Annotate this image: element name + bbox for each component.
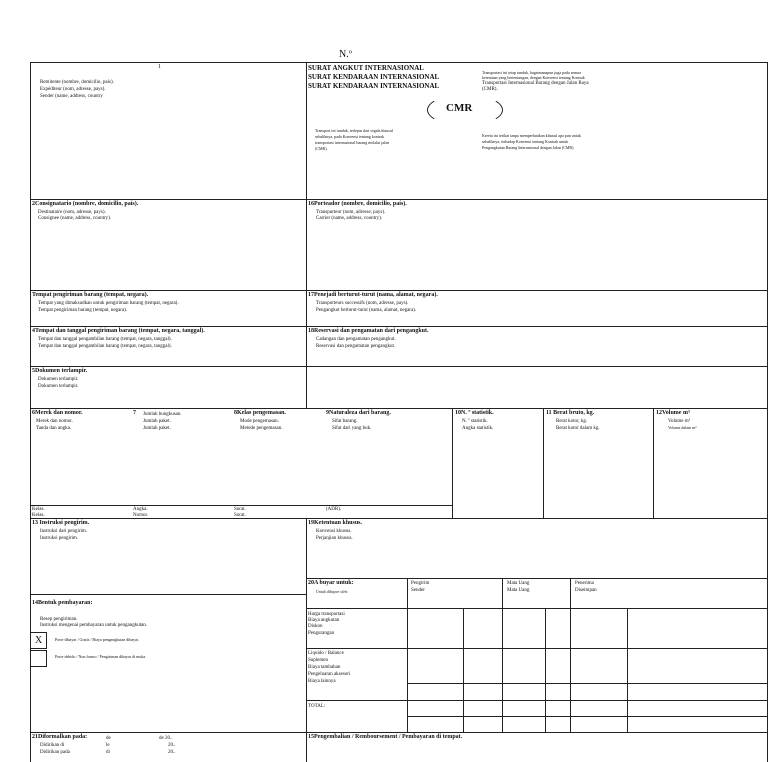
b20-row1-1: Harga transportasi — [308, 612, 345, 617]
box4-line-1: Tempat dan tanggal pengambilan barang (tempat, negara, tanggal). — [38, 337, 172, 342]
box17-title: 17Penejadi berturut-turut (nama, alamat, negara). — [308, 292, 438, 298]
col9-line-2: Sifat dari yang buk. — [332, 426, 372, 431]
box5-line-1: Dokumen terlampir. — [38, 377, 79, 382]
border-top — [30, 62, 768, 63]
b20-col-c — [502, 578, 503, 732]
b20-recipient-1: Penerima — [575, 581, 594, 586]
box18-line-2: Reservasi dan pengamatan pengangkut. — [316, 344, 396, 349]
box5-line-2: Dokumen terlampir. — [38, 384, 79, 389]
hline-box3 — [30, 290, 768, 291]
b20-sender-1: Pengirim — [411, 581, 430, 586]
title-line-1: SURAT ANGKUT INTERNASIONAL — [308, 64, 424, 72]
b20-row2-5: Biaya lainnya — [308, 679, 336, 684]
box21-title: 21Diformalkan pada: — [32, 734, 88, 740]
box21-row1-c: de 20.. — [159, 736, 173, 741]
payment-option-due-label: Porte debido / Non franco / Pengiriman dibayar di muka. — [55, 654, 147, 659]
b20-total: TOTAL: — [308, 704, 326, 709]
col10-line-2: Angka statistik. — [462, 426, 494, 431]
note-left-3: transportasi internasional barang melalui jalan — [315, 140, 389, 145]
col11-line-2: Berat kotor dalam kg. — [556, 426, 600, 431]
box16-title: 16Porteador (nombre, domicilio, país). — [308, 201, 407, 207]
b20-row2-2: Suplemen — [308, 658, 328, 663]
footer-kelas-2: Kelas. — [32, 513, 45, 518]
b20-row2-4: Pengeluaran aksesori — [308, 672, 351, 677]
b20-col-b — [463, 608, 464, 732]
col8-line-1: Mode pengemasan. — [240, 419, 279, 424]
col9-title: 9Naturaleza dari barang. — [326, 410, 391, 416]
col10-line-1: N. º statistik. — [462, 419, 488, 424]
box3-line-1: Tempat yang dimaksudkan untuk pengiriman barang (tempat, negara). — [38, 301, 179, 306]
col11-line-1: Berat kotor, kg. — [556, 419, 588, 424]
payment-option-paid-checkbox[interactable] — [30, 632, 47, 649]
box1-line-1: Remitente (nombre, domicilio, país). — [40, 80, 114, 85]
box21-row3-b: di — [106, 750, 110, 755]
title-line-3: SURAT KENDARAAN INTERNASIONAL — [308, 82, 440, 90]
box21-row3-a: Didirikan pada — [40, 750, 70, 755]
col11-title: 11 Berat bruto, kg. — [546, 410, 595, 416]
box17-line-1: Transporteurs successifs (nom, adresse, pays). — [316, 301, 409, 306]
col7-title: 7 — [133, 410, 136, 416]
b20-currency-2: Mata Uang — [507, 588, 530, 593]
note-right-4: (CMR). — [482, 87, 498, 92]
b20-sender-2: Sender — [411, 588, 425, 593]
note-left2-2: sebaliknya, terhadap Konvensi tentang Kontrak untuk — [482, 139, 569, 144]
b20-col-e — [570, 578, 571, 732]
payment-option-due-checkbox[interactable] — [30, 650, 47, 667]
box1-line-3: Sender (name, address, country — [40, 94, 103, 99]
note-left2-1: Kereta ini terikat tanpa memperhatikan klausul apa pun untuk — [482, 133, 581, 138]
hline-box2 — [30, 199, 768, 200]
col7-line-1: Jumlah paket. — [143, 419, 171, 424]
title-line-2: SURAT KENDARAAN INTERNASIONAL — [308, 73, 440, 81]
box20-sub: Untuk dibayar oleh: — [316, 589, 349, 594]
b20-row-4 — [306, 700, 768, 701]
footer-kelas-1: Kelas. — [32, 507, 45, 512]
footer-surat-2: Surat. — [234, 513, 246, 518]
hline-goods — [30, 408, 768, 409]
col12-title: 12Volume m³ — [656, 410, 690, 416]
col6-title: 6Merek dan nomor. — [32, 410, 83, 416]
b20-row1-4: Pengurangan — [308, 631, 335, 636]
col12-line-2: Volume dalam m³ — [668, 425, 697, 430]
col6-line-1: Merek dan nomor. — [36, 419, 73, 424]
b20-col-a — [407, 578, 408, 732]
note-left2-3: Pengangkutan Barang Internasional dengan Jalan (CMR). — [482, 145, 575, 150]
hline-box4 — [30, 326, 768, 327]
box15-title: 15Pengembalian / Remboursement / Pembayaran di tempat. — [308, 734, 463, 740]
b20-row-2 — [306, 648, 768, 649]
hline-box14 — [30, 594, 306, 595]
b20-recipient-2: Diseimpan — [575, 588, 597, 593]
col7-sub: Jumlah bungkusan. — [143, 412, 182, 417]
b20-col-f — [627, 608, 628, 732]
payment-option-paid-mark: X — [35, 635, 43, 646]
box4-line-2: Tempat dan tanggal pengambilan barang (tempat, negara, tanggal). — [38, 344, 172, 349]
box4-title: 4Tempat dan tanggal pengiriman barang (tempat, negara, tanggal). — [32, 328, 205, 334]
col7-line-2: Jumlah paket. — [143, 426, 171, 431]
footer-angka-2: Nomor. — [133, 513, 149, 518]
b20-col-d — [545, 608, 546, 732]
center-divider-top — [306, 62, 307, 408]
note-left-4: (CMR). — [315, 146, 328, 151]
cmr-logo-text: CMR — [446, 102, 473, 114]
b20-row2-3: Biaya tambahan — [308, 665, 341, 670]
box1-number: 1 — [158, 64, 161, 70]
b20-row-1 — [306, 608, 768, 609]
box21-row2-a: Didirikan di — [40, 743, 65, 748]
box14-line-1: Resep pengiriman. — [40, 617, 78, 622]
b20-row-3 — [407, 683, 768, 684]
box13-title: 13 Instruksi pengirim. — [32, 520, 90, 526]
note-left-2: sebaliknya, pada Konvensi tentang kontrak — [315, 134, 384, 139]
box2-line-1: Destinataire (nom, adresse, pays). — [38, 210, 106, 215]
box21-row2-c: 20.. — [168, 743, 176, 748]
goods-col-12 — [653, 408, 654, 518]
col8-line-2: Metode pengemasan. — [240, 426, 283, 431]
box17-line-2: Pengangkut berturut-turut (nama, alamat, negara). — [316, 308, 417, 313]
b20-currency-1: Mata Uang — [507, 581, 530, 586]
box19-title: 19Ketentuan khusus. — [308, 520, 363, 526]
box2-line-2: Consignee (name, address, country). — [38, 216, 112, 221]
note-right-1: Transportasi ini tetap tunduk, bagaimanapun juga pada semua — [482, 70, 581, 75]
note-right-2: ketentuan yang bertentangan, dengan Konvensi tentang Kontrak — [482, 75, 585, 80]
col6-line-2: Tanda dan angka. — [36, 426, 72, 431]
box19-line-2: Perjanjian khusus. — [316, 536, 353, 541]
box5-title: 5Dokumen terlampir. — [32, 368, 88, 374]
box1-line-2: Expéditeur (nom, adresse, pays). — [40, 87, 106, 92]
footer-angka-1: Angka. — [133, 507, 148, 512]
b20-row2-1: Liquido / Balance — [308, 651, 344, 656]
box13-line-2: Instruksi pengirim. — [40, 536, 79, 541]
b20-row1-3: Diskon — [308, 624, 323, 629]
box21-row2-b: le — [106, 743, 110, 748]
box21-row3-c: 20.. — [168, 750, 176, 755]
box3-line-2: Tempat pengiriman barang (tempat, negara). — [38, 308, 128, 313]
hline-box5 — [30, 366, 768, 367]
hline-box21 — [30, 732, 768, 733]
col8-title: 8Kelas pengemasan. — [234, 410, 287, 416]
col12-line-1: Volume m³ — [668, 419, 691, 424]
footer-adr: (ADR). — [326, 507, 342, 512]
box20-title: 20A buyar untuk: — [308, 580, 354, 586]
col10-title: 10N. º statistik. — [455, 410, 494, 416]
b20-row1-2: Biaya angkutan — [308, 618, 340, 623]
box21-row1-b: de — [106, 736, 111, 741]
box19-line-1: Konvensi khusus. — [316, 529, 352, 534]
box2-title: 2Consignatario (nombre, domicilio, país). — [32, 201, 139, 207]
payment-option-paid-label: Porte dibayar / Gratis / Biaya pengangkutan dibayar. — [55, 637, 139, 642]
box16-line-1: Transporteur (nom, adresse, pays). — [316, 210, 386, 215]
box13-line-1: Instruksi dari pengirim. — [40, 529, 88, 534]
box3-title: Tempat pengiriman barang (tempat, negara). — [32, 292, 149, 298]
box14-title: 14Bentuk pembayaran: — [32, 600, 93, 606]
center-divider-bottom — [306, 518, 307, 762]
note-right-3: Transportasi Internasional Barang dengan Jalan Raya — [482, 81, 589, 86]
document-number-label: N.º — [339, 49, 352, 60]
box14-line-2: Instruksi mengenai pembayaran untuk pengangkutan. — [40, 623, 148, 628]
box18-title: 18Reservasi dan pengamatan dari pengangkut. — [308, 328, 429, 334]
box18-line-1: Cadangan dan pengamatan pengangkut. — [316, 337, 396, 342]
goods-col-10 — [452, 408, 453, 518]
col9-line-1: Sifat barang. — [332, 419, 358, 424]
hline-box20 — [306, 578, 768, 579]
footer-surat-1: Surat. — [234, 507, 246, 512]
note-left-1: Transport ini tunduk, terlepas dari segala klausul — [315, 128, 393, 133]
b20-row-5 — [407, 716, 768, 717]
goods-col-11 — [543, 408, 544, 518]
box16-line-2: Carrier (name, address, country). — [316, 216, 383, 221]
